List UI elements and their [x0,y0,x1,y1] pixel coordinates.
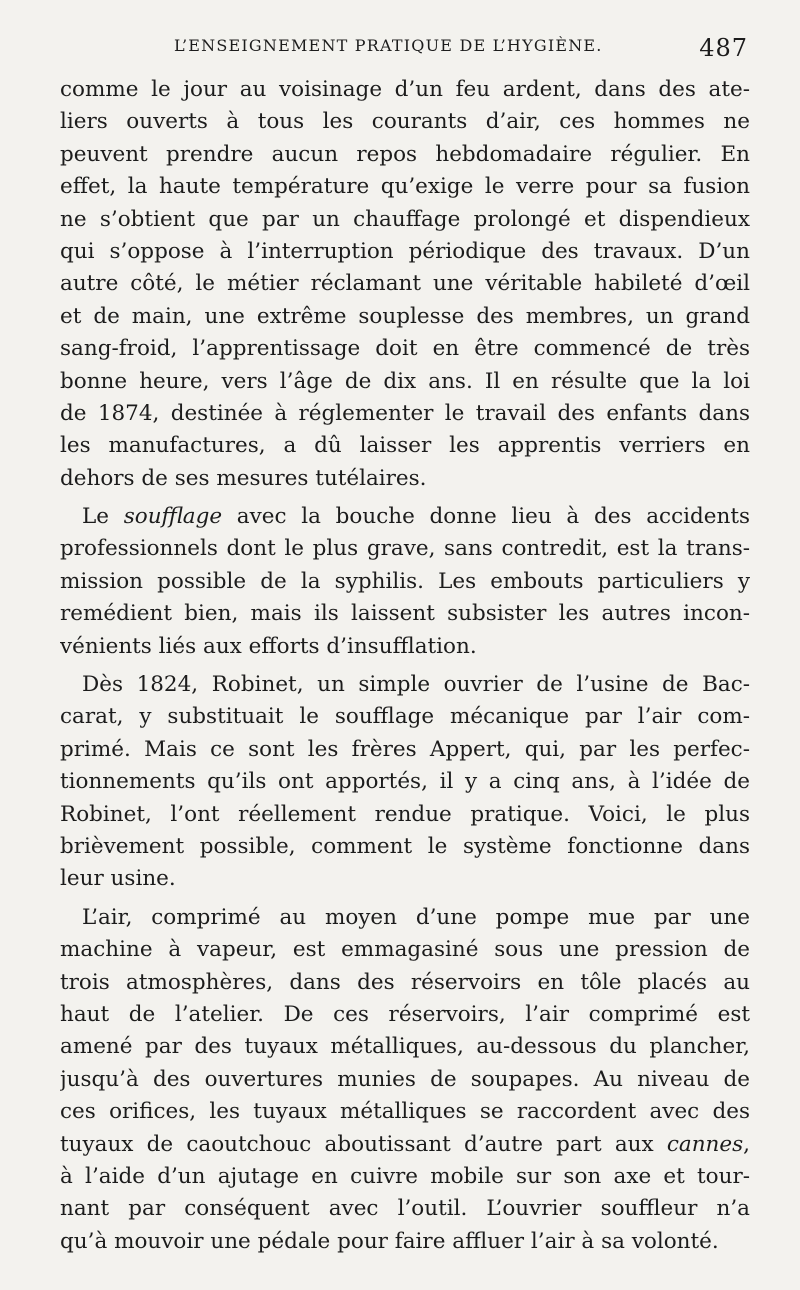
text-run: avec la bouche donne lieu à des accidents [222,504,750,530]
text-line: sang-froid, l’apprentissage doit en être commencé de très [60,336,750,362]
text-line: vénients liés aux efforts d’insufflation. [60,633,477,659]
text-line: Dès 1824, Robinet, un simple ouvrier de l’usine de Bac- [82,672,750,698]
text-line: liers ouverts à tous les courants d’air, ces hommes ne [60,109,750,135]
text-run: Le [82,504,124,530]
italic-term: cannes [666,1131,744,1157]
text-line: leur usine. [60,866,176,892]
page-header [60,34,748,64]
text-line: et de main, une extrême souplesse des membres, un grand [60,303,750,329]
text-line: brièvement possible, comment le système fonctionne dans [60,833,750,859]
text-line: les manufactures, a dû laisser les apprentis verriers en [60,433,750,459]
text-line: de 1874, destinée à réglementer le travail des enfants dans [60,400,750,426]
text-line [60,1129,750,1161]
paragraph-4 [60,902,750,1258]
text-line: haut de l’atelier. De ces réservoirs, l’air comprimé est [60,1001,750,1027]
text-line: Robinet, l’ont réellement rendue pratique. Voici, le plus [60,801,750,827]
text-line: effet, la haute température qu’exige le verre pour sa fusion [60,174,750,200]
italic-term: soufflage [123,504,223,530]
running-title: L’ENSEIGNEMENT PRATIQUE DE L’HYGIÈNE. [174,36,603,55]
text-line: amené par des tuyaux métalliques, au-dessous du plancher, [60,1034,750,1060]
text-line: à l’aide d’un ajutage en cuivre mobile sur son axe et tour- [60,1163,750,1189]
text-line: nant par conséquent avec l’outil. L’ouvrier souffleur n’a [60,1196,750,1222]
text-line: machine à vapeur, est emmagasiné sous une pression de [60,937,750,963]
text-line: jusqu’à des ouvertures munies de soupapes. Au niveau de [60,1066,750,1092]
text-line: trois atmosphères, dans des réservoirs en tôle placés au [60,969,750,995]
text-line: primé. Mais ce sont les frères Appert, qui, par les perfec- [60,736,750,762]
text-line: dehors de ses mesures tutélaires. [60,465,427,491]
text-line: tionnements qu’ils ont apportés, il y a cinq ans, à l’idée de [60,769,750,795]
text-run: tuyaux de caoutchouc aboutissant d’autre part aux [60,1131,667,1157]
paragraph-3 [60,669,750,896]
text-line: autre côté, le métier réclamant une véritable habileté d’œil [60,271,750,297]
text-line [60,501,750,533]
text-line: mission possible de la syphilis. Les embouts particuliers y [60,568,750,594]
text-line: qu’à mouvoir une pédale pour faire affluer l’air à sa volonté. [60,1228,719,1254]
paragraph-2 [60,501,750,663]
text-run: , [743,1131,750,1157]
paragraph-1 [60,74,750,495]
body-text [60,74,750,1258]
text-line: ces orifices, les tuyaux métalliques se raccordent avec des [60,1099,750,1125]
text-line: professionnels dont le plus grave, sans contredit, est la trans- [60,536,750,562]
text-line: remédient bien, mais ils laissent subsister les autres incon- [60,601,750,627]
text-line: bonne heure, vers l’âge de dix ans. Il en résulte que la loi [60,368,750,394]
text-line: ne s’obtient que par un chauffage prolongé et dispendieux [60,206,750,232]
text-line: L’air, comprimé au moyen d’une pompe mue par une [82,904,750,930]
page-number: 487 [699,34,748,62]
text-line: comme le jour au voisinage d’un feu ardent, dans des ate- [60,77,750,102]
text-line: carat, y substituait le soufflage mécanique par l’air com- [60,704,750,730]
text-line: peuvent prendre aucun repos hebdomadaire régulier. En [60,141,750,167]
text-line: qui s’oppose à l’interruption périodique des travaux. D’un [60,238,750,264]
